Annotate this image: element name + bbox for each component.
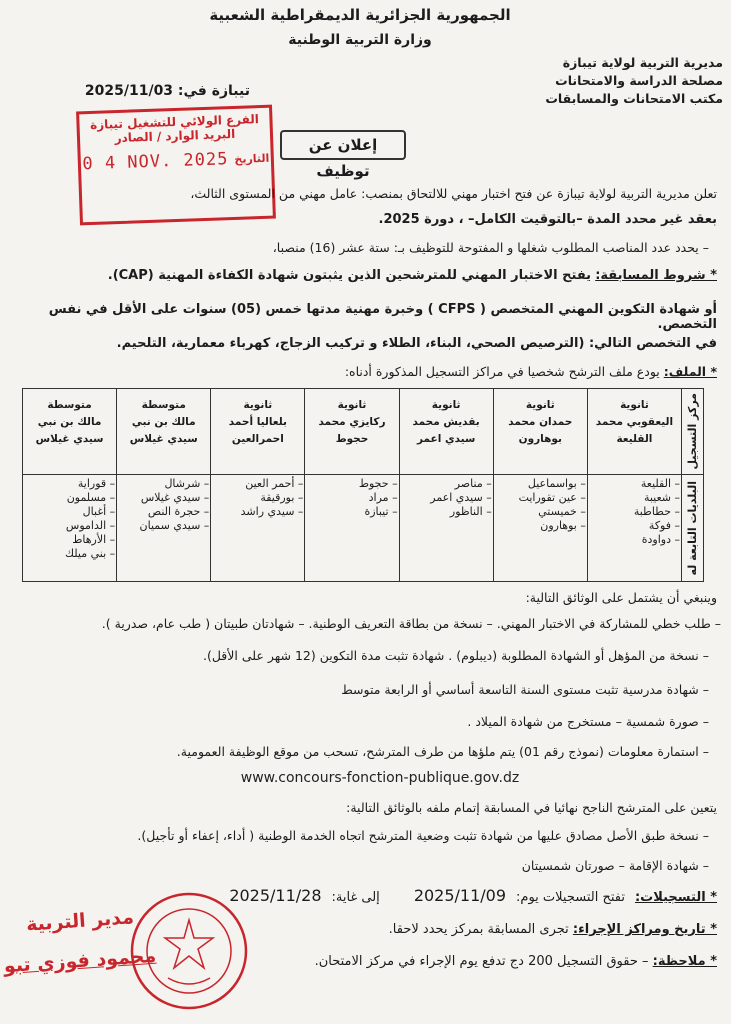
commune-item: – بورقيقة: [212, 491, 303, 505]
exam-label: * تاريخ ومراكز الإجراء:: [572, 922, 717, 937]
center-name: بلعاليا أحمد: [228, 416, 287, 428]
conditions-line-2: أو شهادة التكوين المهني المتخصص ( CFPS ) وخبرة مهنية مدتها خمس (05) سنوات على الأقل في نفس التخصص.: [48, 302, 717, 332]
docs-line-2: – نسخة من المؤهل أو الشهادة المطلوبة (ديبلوم) . شهادة تثبت مدة التكوين (12 شهر على الأقل).: [202, 648, 709, 663]
registration-label: * التسجيلات:: [634, 890, 717, 905]
communes-list: [401, 477, 492, 519]
center-type: متوسطة: [47, 399, 92, 411]
registry-stamp: [76, 105, 276, 226]
communes-list: [212, 477, 303, 519]
center-type: ثانوية: [431, 399, 461, 411]
commune-item: – بني ميلك: [24, 547, 115, 561]
centers-header-row: [23, 389, 704, 475]
communes-list: [24, 477, 115, 561]
commune-item: – بوهارون: [495, 519, 586, 533]
communes-cell: [493, 475, 587, 582]
commune-item: – حجوط: [306, 477, 397, 491]
communes-list: [589, 477, 680, 547]
center-place: حجوط: [335, 433, 369, 445]
communes-list: [118, 477, 209, 533]
row-head-center-label: مركز التسجيل: [686, 393, 699, 470]
intro-line-1: تعلن مديرية التربية لولاية تيبازة عن فتح اختبار مهني للالتحاق بمنصب: عامل مهني من المستوى الثالث،: [190, 186, 717, 201]
center-type: متوسطة: [141, 399, 186, 411]
docs-line-5: – استمارة معلومات (نموذج رقم 01) يتم ملؤها من طرف المترشح، تسحب من موقع الوظيفة العمومية.: [176, 744, 709, 759]
commune-item: – حجرة النص: [118, 505, 209, 519]
center-cell: [399, 389, 493, 475]
public-service-url-link[interactable]: www.concours-fonction-publique.gov.dz: [240, 770, 520, 786]
ministry-header: وزارة التربية الوطنية: [288, 32, 432, 48]
commune-item: – شرشال: [118, 477, 209, 491]
commune-item: – دواودة: [589, 533, 680, 547]
stamp-line-mail: البريد الوارد / الصادر: [114, 126, 236, 146]
center-place: بوهارون: [518, 433, 562, 445]
note-label: * ملاحظة:: [652, 954, 717, 969]
communes-list: [495, 477, 586, 533]
commune-item: – حطاطبة: [589, 505, 680, 519]
center-place: احمرالعين: [231, 433, 284, 445]
department-block: [483, 54, 723, 108]
communes-cell: [23, 475, 117, 582]
positions-line: – يحدد عدد المناصب المطلوب شغلها و المفتوحة للتوظيف بـ: ستة عشر (16) منصبا،: [272, 240, 709, 255]
docs-intro: وينبغي أن يشتمل على الوثائق التالية:: [525, 590, 717, 605]
center-place: سيدي غيلاس: [129, 433, 198, 445]
center-type: ثانوية: [525, 399, 555, 411]
communes-cell: [587, 475, 681, 582]
dept-line-office: مكتب الامتحانات والمسابقات: [545, 91, 723, 106]
communes-cell: [117, 475, 211, 582]
row-head-communes-label: البلديات التابعة له: [686, 480, 699, 576]
communes-list: [306, 477, 397, 519]
signature-name: محمود فوزي تبو: [3, 944, 157, 978]
commune-item: – شعيبة: [589, 491, 680, 505]
registration-to-date: 2025/11/28: [229, 886, 322, 905]
center-place: القليعة: [616, 433, 653, 445]
communes-cell: [211, 475, 305, 582]
center-name: ركايزي محمد: [318, 416, 386, 428]
commune-item: – سيدي اعمر: [401, 491, 492, 505]
centers-grid: [22, 388, 704, 582]
commune-item: – سيدي سميان: [118, 519, 209, 533]
republic-header: الجمهورية الجزائرية الديمقراطية الشعبية: [209, 6, 511, 24]
center-name: حمدان محمد: [508, 416, 573, 428]
commune-item: – تيبازة: [306, 505, 397, 519]
commune-item: – مراد: [306, 491, 397, 505]
signature-title: مدير التربية: [25, 906, 135, 936]
docs-line-3: – شهادة مدرسية تثبت مستوى السنة التاسعة أساسي أو الرابعة متوسط: [341, 682, 709, 697]
center-cell: [211, 389, 305, 475]
commune-item: – الناظور: [401, 505, 492, 519]
commune-item: – الأرهاط: [24, 533, 115, 547]
center-name: اليعقوبي محمد: [595, 416, 674, 428]
note-text: – حقوق التسجيل 200 دج تدفع يوم الإجراء في مركز الامتحان.: [314, 954, 649, 969]
registration-from-date: 2025/11/09: [413, 886, 507, 905]
announcement-title: إعلان عن توظيف: [280, 130, 406, 160]
stamp-date-label: التاريخ: [234, 151, 270, 166]
center-name: مالك بن نبي: [131, 416, 196, 428]
dept-line-service: مصلحة الدراسة والامتحانات: [555, 73, 723, 88]
row-head-communes: [682, 475, 704, 582]
row-head-center: [682, 389, 704, 475]
communes-cell: [399, 475, 493, 582]
registration-text: تفتح التسجيلات يوم:: [516, 890, 625, 905]
stamp-date-row: [81, 148, 272, 175]
center-type: ثانوية: [243, 399, 273, 411]
center-name: بقديش محمد: [412, 416, 480, 428]
file-line: [17, 364, 717, 379]
center-place: سيدي غيلاس: [35, 433, 104, 445]
conditions-line-3: في التخصص التالي: (الترصيص الصحي، البناء، الطلاء و تركيب الزجاج، كهرباء معمارية، التلحيم.: [116, 336, 717, 351]
dept-line-directorate: مديرية التربية لولاية تيبازة: [562, 55, 723, 70]
commune-item: – أغبال: [24, 505, 115, 519]
stamp-date: 0 4 NOV. 2025: [82, 149, 229, 175]
stamp-line-branch: الفرع الولائي للتشغيل تيبازة: [89, 112, 260, 132]
intro-line-2: بعقد غير محدد المدة –بالتوقيت الكامل– ، دورة 2025.: [378, 212, 717, 227]
center-cell: [587, 389, 681, 475]
center-type: ثانوية: [620, 399, 649, 411]
issue-date: تيبازة في: 2025/11/03: [84, 83, 250, 99]
after-intro: يتعين على المترشح الناجح نهائيا في المسابقة إتمام ملفه بالوثائق التالية:: [346, 800, 717, 815]
commune-item: – القليعة: [589, 477, 680, 491]
centers-table: [22, 388, 704, 582]
commune-item: – فوكة: [589, 519, 680, 533]
commune-item: – سيدي راشد: [212, 505, 303, 519]
commune-item: – قوراية: [24, 477, 115, 491]
after-line-1: – نسخة طبق الأصل مصادق عليها من شهادة تثبت وضعية المترشح اتجاه الخدمة الوطنية ( أداء، إعفاء أو تأجيل).: [137, 828, 709, 843]
file-text: يودع ملف الترشح شخصيا في مراكز التسجيل المذكورة أدناه:: [344, 364, 660, 379]
center-place: سيدي اعمر: [416, 433, 476, 445]
commune-item: – بواسماعيل: [495, 477, 586, 491]
docs-line-1: – طلب خطي للمشاركة في الاختبار المهني. – نسخة من بطاقة التعريف الوطنية. – شهادتان طبيتان ( طب عام، صدرية ).: [101, 616, 721, 631]
commune-item: – خميستي: [495, 505, 586, 519]
communes-cell: [305, 475, 399, 582]
center-cell: [117, 389, 211, 475]
center-name: مالك بن نبي: [37, 416, 102, 428]
communes-row: [23, 475, 704, 582]
conditions-text: يفتح الاختبار المهني للمترشحين الذين يثبتون شهادة الكفاءة المهنية (CAP).: [107, 268, 592, 283]
commune-item: – عين تقورايت: [495, 491, 586, 505]
center-type: ثانوية: [337, 399, 367, 411]
registration-to-label: إلى غاية:: [331, 890, 380, 905]
file-label: * الملف:: [663, 364, 717, 379]
commune-item: – الداموس: [24, 519, 115, 533]
conditions-label: * شروط المسابقة:: [595, 268, 717, 283]
commune-item: – أحمر العين: [212, 477, 303, 491]
conditions-line-1: [17, 268, 717, 283]
docs-line-4: – صورة شمسية – مستخرج من شهادة الميلاد .: [467, 714, 709, 729]
exam-text: تجرى المسابقة بمركز يحدد لاحقا.: [388, 922, 569, 937]
commune-item: – مناصر: [401, 477, 492, 491]
registration-line: [17, 886, 717, 905]
center-cell: [23, 389, 117, 475]
center-cell: [305, 389, 399, 475]
after-line-2: – شهادة الإقامة – صورتان شمسيتان: [521, 858, 709, 873]
center-cell: [493, 389, 587, 475]
commune-item: – مسلمون: [24, 491, 115, 505]
commune-item: – سيدي غيلاس: [118, 491, 209, 505]
